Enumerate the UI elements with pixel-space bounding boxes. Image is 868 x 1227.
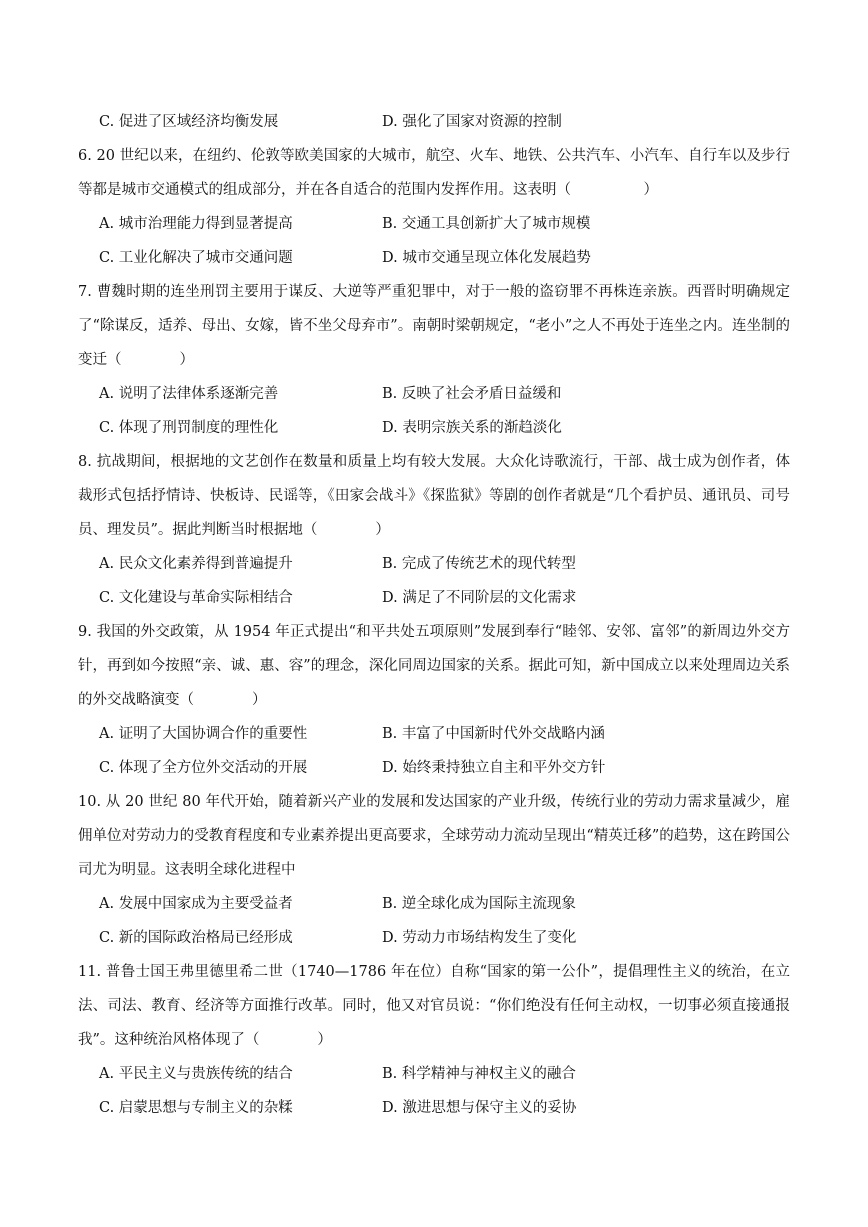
- option-row: [0, 921, 868, 955]
- option-row: [0, 1091, 868, 1125]
- option-d: D. 城市交通呈现立体化发展趋势: [382, 250, 591, 266]
- option-row: [0, 581, 868, 615]
- question-6: [0, 139, 868, 275]
- option-d: D. 劳动力市场结构发生了变化: [382, 930, 577, 946]
- question-stem: 9. 我国的外交政策，从 1954 年正式提出“和平共处五项原则”发展到奉行“睦邻、安邻、富邻”的新周边外交方针，再到如今按照“亲、诚、惠、容”的理念，深化同周边国家的关系。据此可知，新中国成立以来处理周边关系的外交战略演变（ ）: [78, 624, 790, 708]
- option-row: [0, 887, 868, 921]
- option-c: C. 工业化解决了城市交通问题: [99, 250, 293, 266]
- question-5-tail: [0, 105, 868, 139]
- option-row: [0, 717, 868, 751]
- option-row: [0, 207, 868, 241]
- option-b: B. 交通工具创新扩大了城市规模: [382, 216, 591, 232]
- question-stem: 11. 普鲁士国王弗里德里希二世（1740—1786 年在位）自称“国家的第一公仆”，提倡理性主义的统治，在立法、司法、教育、经济等方面推行改革。同时，他又对官员说：“你们绝没有任何主动权，一切事必须直接通报我”。这种统治风格体现了（ ）: [78, 964, 790, 1048]
- question-10: [0, 785, 868, 955]
- question-8: [0, 445, 868, 615]
- option-row: [0, 105, 868, 139]
- option-b: B. 完成了传统艺术的现代转型: [382, 556, 576, 572]
- question-stem: 10. 从 20 世纪 80 年代开始，随着新兴产业的发展和发达国家的产业升级，传统行业的劳动力需求量减少，雇佣单位对劳动力的受教育程度和专业素养提出更高要求，全球劳动力流动呈现出“精英迁移”的趋势，这在跨国公司尤为明显。这表明全球化进程中: [78, 794, 790, 878]
- option-row: [0, 1057, 868, 1091]
- option-d: D. 表明宗族关系的渐趋淡化: [382, 420, 562, 436]
- option-d: D. 始终秉持独立自主和平外交方针: [382, 760, 606, 776]
- option-d: D. 满足了不同阶层的文化需求: [382, 590, 577, 606]
- option-a: A. 证明了大国协调合作的重要性: [99, 726, 308, 742]
- option-row: [0, 411, 868, 445]
- option-row: [0, 241, 868, 275]
- option-a: A. 说明了法律体系逐渐完善: [99, 386, 279, 402]
- option-b: B. 逆全球化成为国际主流现象: [382, 896, 576, 912]
- question-stem: 6. 20 世纪以来，在纽约、伦敦等欧美国家的大城市，航空、火车、地铁、公共汽车、小汽车、自行车以及步行等都是城市交通模式的组成部分，并在各自适合的范围内发挥作用。这表明（ ）: [78, 148, 790, 198]
- option-d: D. 强化了国家对资源的控制: [382, 114, 562, 130]
- question-stem: 7. 曹魏时期的连坐刑罚主要用于谋反、大逆等严重犯罪中，对于一般的盗窃罪不再株连亲族。西晋时明确规定了“除谋反，适养、母出、女嫁，皆不坐父母弃市”。南朝时梁朝规定，“老小”之人不再处于连坐之内。连坐制的变迁（ ）: [78, 284, 790, 368]
- option-b: B. 反映了社会矛盾日益缓和: [382, 386, 562, 402]
- option-a: A. 平民主义与贵族传统的结合: [99, 1066, 293, 1082]
- option-c: C. 文化建设与革命实际相结合: [99, 590, 293, 606]
- option-a: A. 民众文化素养得到普遍提升: [99, 556, 293, 572]
- option-c: C. 体现了刑罚制度的理性化: [99, 420, 279, 436]
- option-row: [0, 547, 868, 581]
- question-7: [0, 275, 868, 445]
- option-a: A. 发展中国家成为主要受益者: [99, 896, 293, 912]
- option-b: B. 丰富了中国新时代外交战略内涵: [382, 726, 605, 742]
- question-9: [0, 615, 868, 785]
- option-row: [0, 751, 868, 785]
- option-b: B. 科学精神与神权主义的融合: [382, 1066, 576, 1082]
- question-11: [0, 955, 868, 1125]
- option-c: C. 启蒙思想与专制主义的杂糅: [99, 1100, 293, 1116]
- option-c: C. 新的国际政治格局已经形成: [99, 930, 293, 946]
- option-a: A. 城市治理能力得到显著提高: [99, 216, 293, 232]
- option-row: [0, 377, 868, 411]
- option-c: C. 体现了全方位外交活动的开展: [99, 760, 308, 776]
- option-d: D. 激进思想与保守主义的妥协: [382, 1100, 577, 1116]
- option-c: C. 促进了区域经济均衡发展: [99, 114, 279, 130]
- question-stem: 8. 抗战期间，根据地的文艺创作在数量和质量上均有较大发展。大众化诗歌流行，干部、战士成为创作者，体裁形式包括抒情诗、快板诗、民谣等，《田家会战斗》《探监狱》等剧的创作者就是“几个看护员、通讯员、司号员、理发员”。据此判断当时根据地（ ）: [78, 454, 790, 538]
